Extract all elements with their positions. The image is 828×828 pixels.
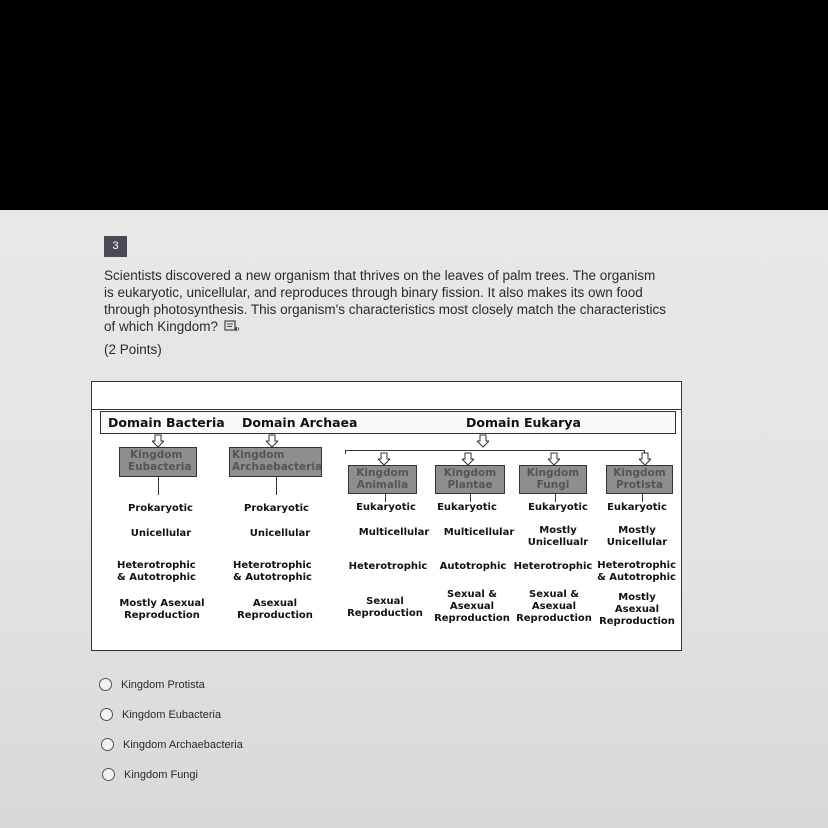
cell-line: Heterotrophic: [117, 560, 196, 571]
cell-line: Heterotrophic: [513, 561, 593, 572]
chart-header-strip: [92, 382, 681, 410]
question-line: Scientists discovered a new organism that thrives on the leaves of palm trees. The organism: [104, 268, 656, 283]
nutrition-text: [511, 561, 595, 573]
cell-type-text: Eukaryotic: [528, 502, 588, 513]
radio-button[interactable]: [99, 678, 112, 691]
cell-line: Mostly: [618, 592, 656, 603]
nutrition-text: [346, 561, 430, 573]
question-text: [104, 267, 694, 337]
down-arrow-icon: [548, 452, 560, 466]
reproduction-text: [514, 589, 594, 625]
cell-line: Reproduction: [434, 613, 510, 624]
question-line: is eukaryotic, unicellular, and reproduces through binary fission. It also makes its own food: [104, 285, 643, 300]
kingdom-name: Eubacteria: [128, 461, 192, 473]
down-arrow-icon: [378, 452, 390, 466]
kingdom-eubacteria-box: [119, 447, 197, 477]
cell-line: Asexual: [449, 601, 495, 612]
cell-count-text: [441, 527, 517, 539]
question-line: through photosynthesis. This organism's characteristics most closely match the characteristics: [104, 302, 667, 317]
radio-button[interactable]: [102, 768, 115, 781]
reproduction-text: [597, 592, 677, 628]
domain-bacteria-label: Domain Bacteria: [108, 415, 225, 430]
kingdom-label: Kingdom: [526, 467, 580, 479]
kingdom-label: Kingdom: [613, 467, 666, 479]
cell-line: Reproduction: [516, 613, 592, 624]
kingdom-fungi-box: [519, 465, 587, 494]
cell-count-text: [247, 528, 313, 540]
cell-line: Unicellular: [606, 537, 668, 548]
down-arrow-icon: [266, 434, 278, 448]
cell-line: Asexual: [252, 598, 298, 609]
reproduction-text: [232, 598, 318, 622]
cell-line: Unicellular: [249, 528, 311, 539]
cell-line: Heterotrophic: [597, 560, 676, 571]
reproduction-text: [432, 589, 512, 625]
nutrition-text: [437, 561, 509, 573]
kingdom-protista-box: [606, 465, 673, 494]
kingdom-label: Kingdom: [443, 467, 497, 479]
option-label[interactable]: Kingdom Fungi: [124, 768, 198, 781]
radio-button[interactable]: [100, 708, 113, 721]
connector-line: [555, 494, 556, 502]
cell-line: Sexual &: [529, 589, 579, 600]
cell-line: Mostly: [539, 525, 577, 536]
domain-archaea-label: Domain Archaea: [242, 415, 358, 430]
cell-line: Sexual &: [447, 589, 497, 600]
connector-line: [158, 477, 159, 495]
option-kingdom-protista[interactable]: [99, 678, 205, 691]
cell-line: Heterotrophic: [233, 560, 312, 571]
option-kingdom-archaebacteria[interactable]: [101, 738, 243, 751]
kingdom-name: Protista: [615, 479, 664, 491]
kingdom-plantae-box: [435, 465, 505, 494]
reproduction-text: [344, 596, 426, 620]
cell-count-text: [356, 527, 432, 539]
cell-line: Multicellular: [443, 527, 515, 538]
cell-line: Asexual: [531, 601, 577, 612]
cell-line: Reproduction: [237, 610, 313, 621]
cell-line: Mostly: [618, 525, 656, 536]
kingdom-name: Animalia: [356, 479, 409, 491]
question-number-badge: 3: [104, 236, 127, 257]
cell-count-text: [605, 525, 669, 549]
cell-line: Unicellular: [130, 528, 192, 539]
cell-line: Asexual: [614, 604, 660, 615]
kingdom-chart-image: [91, 381, 682, 651]
down-arrow-icon: [152, 434, 164, 448]
down-arrow-icon: [477, 434, 489, 448]
connector-line: [470, 494, 471, 502]
option-label[interactable]: Kingdom Eubacteria: [122, 708, 222, 721]
cell-type-text: Eukaryotic: [356, 502, 416, 513]
cell-count-text: [526, 525, 590, 549]
points-label: (2 Points): [104, 342, 162, 357]
connector-line: [642, 494, 643, 502]
domain-eukarya-label: Domain Eukarya: [466, 415, 581, 430]
kingdom-label: Kingdom: [130, 449, 183, 461]
kingdom-label: Kingdom: [232, 449, 285, 461]
cell-line: Sexual: [366, 596, 404, 607]
nutrition-text: [117, 560, 201, 584]
cell-line: Autotrophic: [439, 561, 507, 572]
cell-line: & Autotrophic: [597, 572, 676, 583]
cell-line: Heterotrophic: [348, 561, 428, 572]
cell-type-text: Prokaryotic: [128, 503, 193, 514]
nutrition-text: [592, 560, 676, 584]
down-arrow-icon: [462, 452, 474, 466]
kingdom-label: Kingdom: [356, 467, 409, 479]
kingdom-name: Archaebacteria: [232, 461, 323, 473]
kingdom-animalia-box: [348, 465, 417, 494]
cell-line: Unicellualr: [527, 537, 589, 548]
question-line-text: of which Kingdom?: [104, 319, 219, 334]
down-arrow-icon: [639, 452, 651, 466]
kingdom-archaebacteria-box: [229, 447, 322, 477]
option-label[interactable]: Kingdom Archaebacteria: [123, 738, 243, 751]
cell-type-text: Prokaryotic: [244, 503, 309, 514]
question-line-last: [104, 318, 694, 337]
cell-line: Mostly Asexual: [119, 598, 205, 609]
option-kingdom-eubacteria[interactable]: [100, 708, 221, 721]
cell-line: Reproduction: [124, 610, 200, 621]
cell-line: Reproduction: [347, 608, 423, 619]
kingdom-name: Plantae: [447, 479, 493, 491]
domain-bar: [100, 411, 676, 434]
eukarya-bracket: [345, 450, 645, 454]
cell-line: Multicellular: [358, 527, 430, 538]
cell-type-text: Eukaryotic: [437, 502, 497, 513]
cell-line: & Autotrophic: [117, 572, 196, 583]
connector-line: [385, 494, 386, 502]
cell-type-text: Eukaryotic: [607, 502, 667, 513]
option-kingdom-fungi[interactable]: [102, 768, 198, 781]
connector-line: [276, 477, 277, 495]
immersive-reader-icon[interactable]: [224, 320, 240, 337]
cell-line: & Autotrophic: [233, 572, 312, 583]
option-label[interactable]: Kingdom Protista: [121, 678, 205, 691]
reproduction-text: [116, 598, 208, 622]
cell-line: Reproduction: [599, 616, 675, 627]
nutrition-text: [233, 560, 317, 584]
kingdom-name: Fungi: [536, 479, 570, 491]
cell-count-text: [128, 528, 194, 540]
radio-button[interactable]: [101, 738, 114, 751]
